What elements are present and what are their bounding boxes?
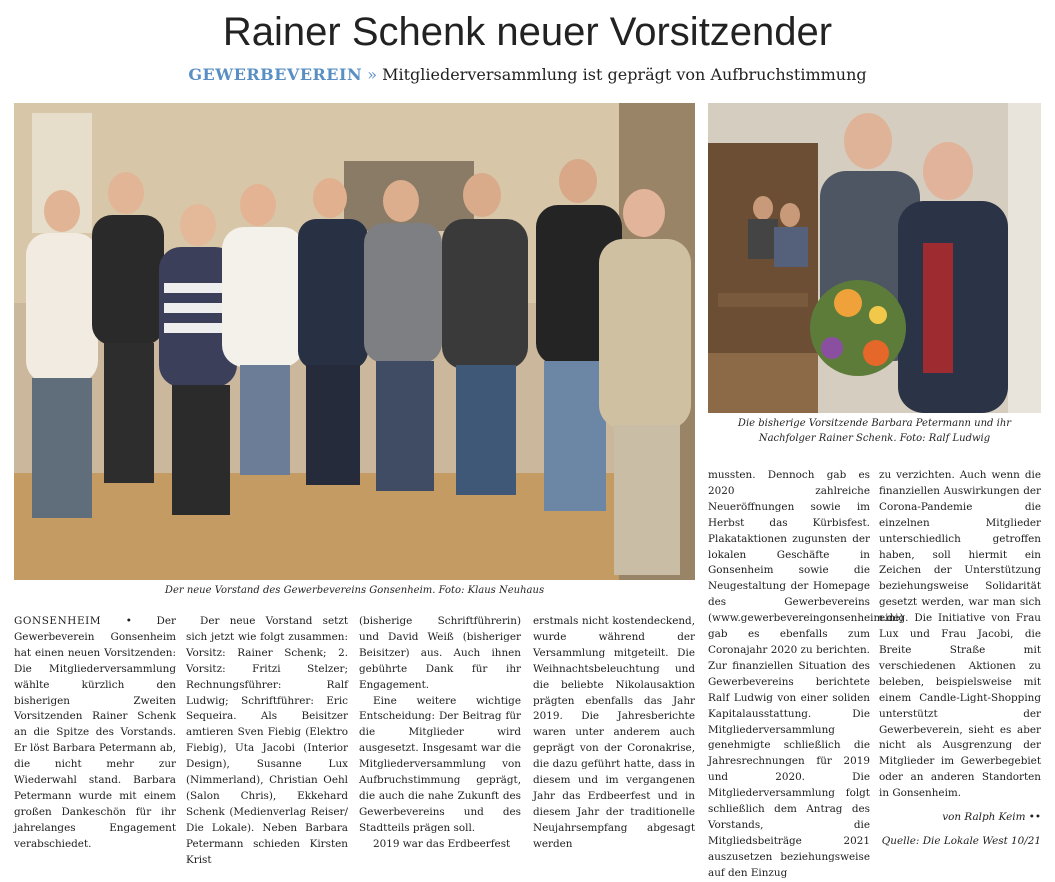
portrait-caption-line-2: Nachfolger Rainer Schenk. Foto: Ralf Ludwig bbox=[758, 433, 991, 444]
column-5-text: mussten. Dennoch gab es 2020 zahlreiche Neueröffnungen sowie im Herbst das Kürbisfest. Plakataktionen zugunsten der lokalen Geschäfte in Gonsenheim sowie die Neugestaltung der Homepage des Gewerbevereins (www.gewerbevereingonsenheim.de) gab es ebenfalls zum Coronajahr 2020 zu berichten. Zur finanziellen Situation des Gewerbevereins berichtete Ralf Ludwig von einer soliden Kapitalausstattung. Die Mitgliederversammlung genehmigte schließlich die Jahresrechnungen für 2019 und 2020. Die Mitgliederversammlung folgt schließlich dem Antrag des Vorstands, die Mitgliedsbeiträge 2021 auszusetzen beziehungsweise auf den Einzug bbox=[708, 469, 904, 879]
column-3-paragraph-3: 2019 war das Erdbeerfest bbox=[373, 837, 511, 850]
article-column-2 bbox=[186, 614, 348, 869]
column-3-paragraph-2: Eine weitere wichtige Entscheidung: Der Beitrag für die Mitglieder wird ausgesetzt. Insgesamt war die Mitgliederversammlung von Aufbruchstimmung geprägt, die auch die nahe Zukunft des Gewerbevereins und des Stadtteils prägen soll. bbox=[359, 694, 521, 834]
subheadline-text: Mitgliederversammlung ist geprägt von Aufbruchstimmung bbox=[382, 65, 867, 84]
portrait-caption-line-1: Die bisherige Vorsitzende Barbara Petermann und ihr bbox=[737, 418, 1012, 429]
article-subheadline bbox=[0, 64, 1055, 86]
column-4-text: erstmals nicht kostendeckend, wurde während der Versammlung mitgeteilt. Die Weihnachtsbeleuchtung und die beliebte Nikolausaktion prägten ebenfalls das Jahr 2019. Die Jahresberichte waren unter anderem auch geprägt von der Coronakrise, die dazu geführt hatte, dass in diesem und im vergangenen Jahr das Erdbeerfest und in diesem Jahr der traditionelle Neujahrsempfang abgesagt werden bbox=[533, 615, 695, 850]
column-3-paragraph-1: (bisherige Schriftführerin) und David Weiß (bisheriger Beisitzer) aus. Auch ihnen gebührte Dank für ihr Engagement. bbox=[359, 615, 521, 691]
group-photo-illustration bbox=[14, 103, 695, 580]
byline: von Ralph Keim •• bbox=[942, 811, 1041, 824]
article-headline: Rainer Schenk neuer Vorsitzender bbox=[222, 10, 833, 54]
article-kicker: GEWERBEVEREIN bbox=[188, 65, 363, 84]
article-column-1 bbox=[14, 614, 176, 853]
group-photo-caption: Der neue Vorstand des Gewerbevereins Gonsenheim. Foto: Klaus Neuhaus bbox=[164, 585, 545, 596]
article-column-6 bbox=[879, 468, 1041, 850]
group-photo bbox=[14, 103, 695, 580]
source-credit: Quelle: Die Lokale West 10/21 bbox=[881, 834, 1041, 847]
portrait-photo-caption bbox=[708, 416, 1041, 446]
portrait-photo bbox=[708, 103, 1041, 413]
column-1-text: Der Gewerbeverein Gonsenheim hat einen neuen Vorsitzenden: Die Mitgliederversammlung wählte kürzlich den bisherigen Zweiten Vorsitzenden Rainer Schenk an die Spitze des Vorstands. Er löst Barbara Petermann ab, die nicht mehr zur Wiederwahl stand. Barbara Petermann wurde mit einem großen Dankeschön für ihr jahrelanges Engagement verabschiedet. bbox=[14, 615, 176, 850]
article-column-4 bbox=[533, 614, 695, 853]
article-column-3 bbox=[359, 614, 521, 853]
article-column-5 bbox=[708, 468, 904, 882]
kicker-separator: » bbox=[367, 65, 377, 84]
dateline: GONSENHEIM • bbox=[14, 615, 133, 627]
portrait-photo-illustration bbox=[708, 103, 1041, 413]
column-2-text: Der neue Vorstand setzt sich jetzt wie folgt zusammen: Vorsitz: Rainer Schenk; 2. Vorsitz: Fritzi Stelzer; Rechnungsführer: Ralf Ludwig; Schriftführer: Eric Sequeira. Als Beisitzer amtieren Sven Fiebig (Elektro Fiebig), Uta Jacobi (Interior Design), Susanne Lux (Nimmerland), Christian Oehl (Salon Chris), Ekkehard Schenk (Medienverlag Reiser/ Die Lokale). Neben Barbara Petermann schieden Kirsten Krist bbox=[186, 615, 348, 866]
column-6-text: zu verzichten. Auch wenn die finanziellen Auswirkungen der Corona-Pandemie die einzelnen Mitglieder unterschiedlich getroffen haben, soll hiermit ein Zeichen der Unterstützung beziehungsweise Solidarität gesetzt werden, war man sich einig. Die Initiative von Frau Lux und Frau Jacobi, die Breite Straße mit verschiedenen Aktionen zu beleben, beispielsweise mit einem Candle-Light-Shopping unterstützt der Gewerbeverein, sieht es aber nicht als Ausgrenzung der Mitglieder im Gewerbegebiet oder an anderen Standorten in Gonsenheim. bbox=[879, 469, 1041, 800]
